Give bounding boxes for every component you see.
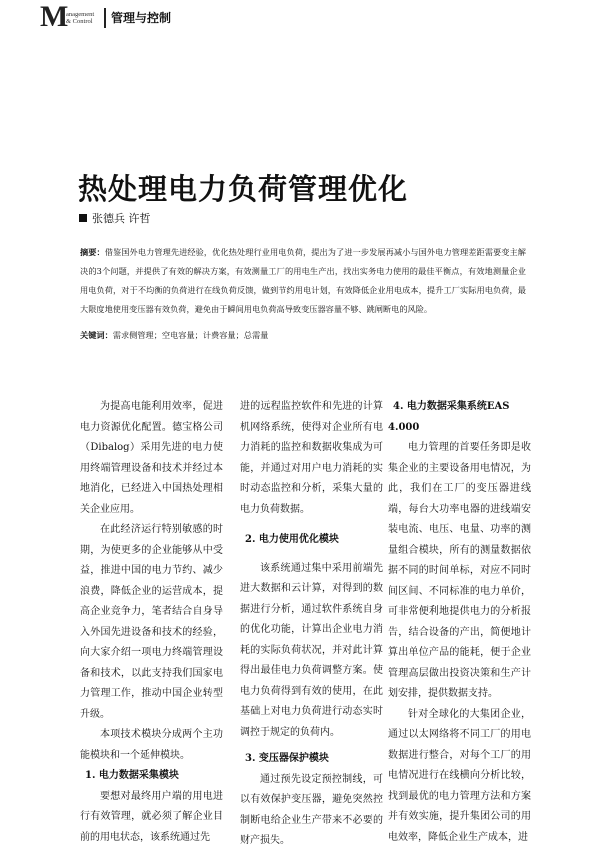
author-names: 张德兵 许哲	[92, 212, 151, 225]
paragraph: 通过预先设定预控制线，可以有效保护变压器，避免突然控制断电给企业生产带来不必要的财产损失。	[240, 773, 383, 846]
paragraph: 为提高电能利用效率，促进电力资源优化配置。德宝格公司（Dibalog）采用先进的电力使用终端管理设备和技术并经过本地消化，已经进入中国热处理相关企业应用。	[80, 401, 223, 515]
section-heading: 4. 电力数据采集系统EAS	[393, 401, 510, 412]
paragraph: 本项技术模块分成两个主功能模块和一个延伸模块。	[80, 729, 223, 761]
column-2	[240, 397, 383, 852]
magazine-logo-text	[66, 11, 94, 25]
abstract-text: 借鉴国外电力管理先进经验，优化热处理行业用电负荷，提出为了进一步发展再减小与国外电力管理差距需要变主解决的3个问题，并提供了有效的解决方案，有效测量工厂的用电生产出，找出实务电力使用的最佳平衡点，有效地测量企业用电负荷，对于不均衡的负荷进行在线负荷反馈，做到节约用电计划，有效降低企业用电成本，提升工厂实际用电负荷，最大限度地使用变压器有效负荷，避免由于瞬间用电负荷高导致变压器容量不够、跳闸断电的风险。	[80, 247, 526, 314]
article-authors	[79, 213, 151, 225]
section-heading: 2. 电力使用优化模块	[245, 534, 339, 545]
paragraph: 在此经济运行特别敏感的时期，为使更多的企业能够从中受益，推进中国的电力节约、减少浪费，降低企业的运营成本，提高企业竞争力，笔者结合自身导入外国先进设备和技术的经验，向大家介绍一项电力终端管理设备和技术，以此支持我们国家电力管理工作，推动中国企业转型升级。	[80, 524, 223, 720]
magazine-logo-line2: & Control	[66, 18, 93, 25]
keywords-label: 关键词：	[80, 330, 113, 340]
abstract	[80, 243, 526, 319]
magazine-logo-letter: M	[40, 0, 69, 33]
section-name: 管理与控制	[111, 11, 172, 25]
section-heading-cont: 4.000	[388, 421, 420, 433]
article-title: 热处理电力负荷管理优化	[78, 172, 409, 206]
paragraph: 进的远程监控软件和先进的计算机网络系统，使得对企业所有电力消耗的监控和数据收集成为可能，并通过对用户电力消耗的实时动态监控和分析，采集大量的电力负荷数据。	[240, 401, 383, 515]
header-divider	[104, 8, 106, 28]
author-marker	[79, 214, 87, 222]
magazine-logo-line1: anagement	[66, 11, 95, 18]
paragraph: 电力管理的首要任务即是收集企业的主要设备用电情况，为此，我们在工厂的变压器进线端，每台大功率电器的进线端安装电流、电压、电量、功率的测量组合模块，所有的测量数据依据不同的时间单标，对应不同时间区间、不同标准的电力单价，可非常便利地提供电力的分析报告，结合设备的产出，简便地计算出单位产品的能耗，便于企业管理高层做出投资决策和生产计划安排，提供数据支持。	[388, 442, 531, 699]
section-heading: 3. 变压器保护模块	[245, 753, 329, 764]
keywords-text: 需求侧管理；空电容量；计费容量；总需量	[112, 330, 269, 340]
section-heading: 1. 电力数据采集模块	[85, 770, 179, 781]
column-3	[388, 397, 531, 848]
paragraph: 要想对最终用户端的用电进行有效管理，就必须了解企业目前的用电状态，该系统通过先	[80, 790, 223, 843]
abstract-label: 摘要：	[80, 247, 105, 257]
column-1	[80, 397, 223, 848]
paragraph: 该系统通过集中采用前端先进大数据和云计算，对得到的数据进行分析，通过软件系统自身的优化功能，计算出企业电力消耗的实际负荷状况，并对此计算得出最佳电力负荷调整方案。使电力负荷得到有效的使用，在此基础上对电力负荷进行动态实时调控于规定的负荷内。	[240, 562, 383, 738]
keywords	[80, 329, 526, 341]
paragraph: 针对全球化的大集团企业，通过以太网络将不同工厂的用电数据进行整合，对每个工厂的用电情况进行在线横向分析比较，找到最优的电力管理方法和方案并有效实施，提升集团公司的用电效率，降低企业生产成本，进	[388, 708, 531, 843]
